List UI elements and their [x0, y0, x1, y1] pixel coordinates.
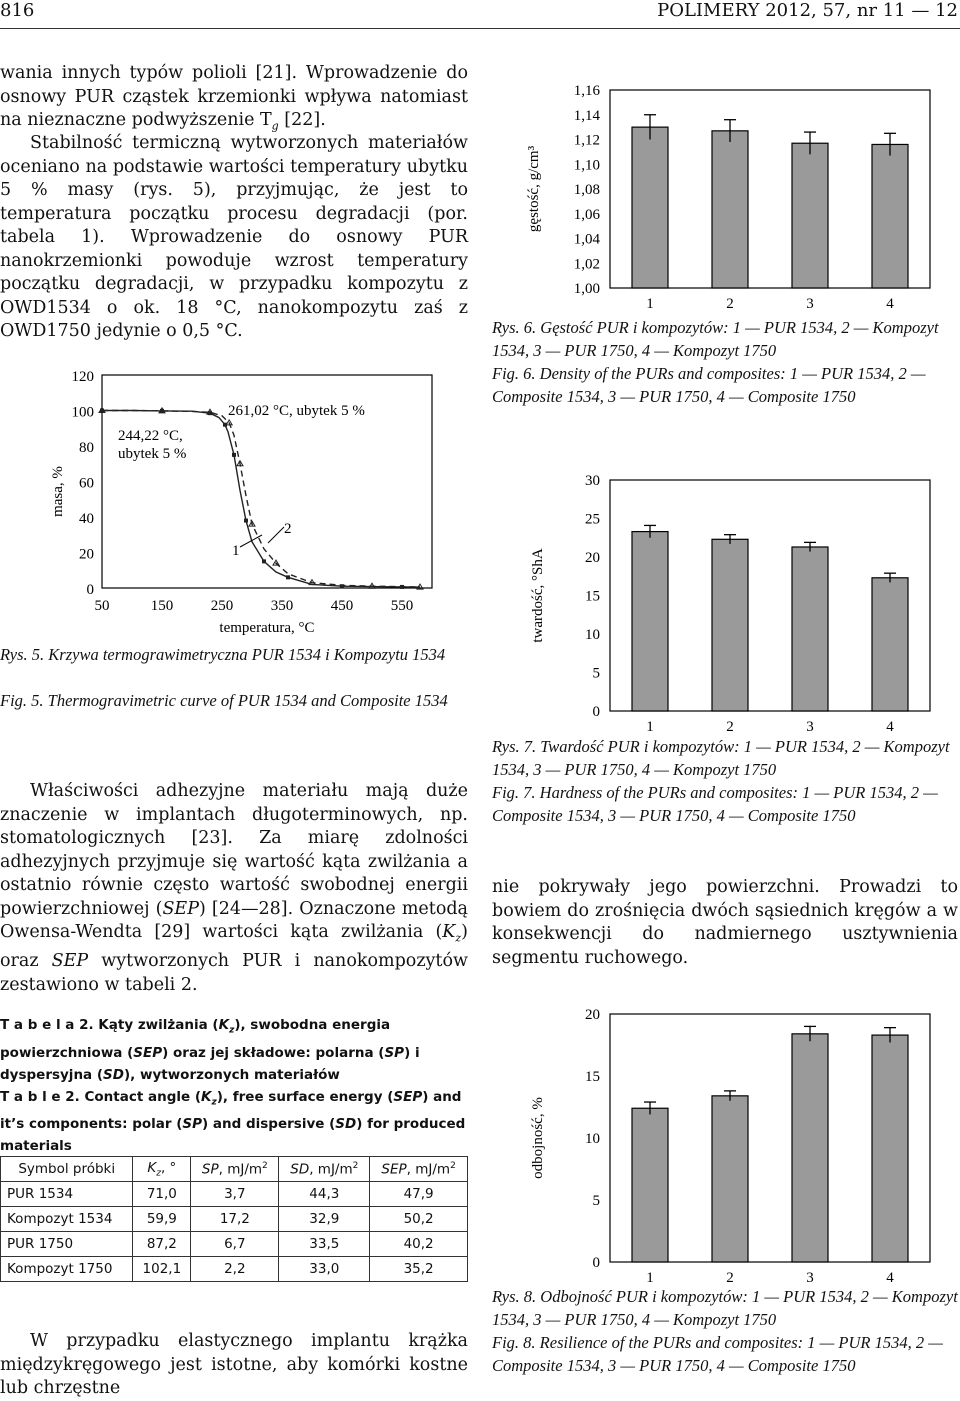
cell-sd: 33,5: [279, 1232, 370, 1257]
leader-2: [268, 527, 284, 543]
marker-square: [244, 519, 248, 523]
y-axis-label: twardość, °ShA: [530, 548, 546, 643]
y-tick-label: 25: [585, 511, 600, 528]
annotation-244-loss: ubytek 5 %: [118, 446, 187, 462]
cell-sp: 6,7: [191, 1232, 279, 1257]
cell-symbol: PUR 1534: [1, 1182, 133, 1207]
marker-square: [286, 575, 290, 579]
col-sep: SEP, $mJ/m^2$: [370, 1157, 468, 1182]
left-paragraph-3: Właściwości adhezyjne materiału mają duże znaczenie w implantach długoterminowych, np. stomatologicznych [23]. Za miarę zdolności adhezyjnych przyjmuje się wartość kąta zwilżania a ostatnio równie często wartość swobodnej energii powierzchniowej (SEP) [24—28]. Oznaczone metodą Owensa-Wendta [29] wartości kąta zwilżania $(K_z)$ oraz SEP wytworzonych PUR i nanokompozytów zestawiono w tabeli 2.: [0, 781, 468, 995]
y-tick-label: 1,04: [573, 231, 600, 248]
y-tick-label: 1,14: [573, 107, 600, 124]
cell-sp: 2,2: [191, 1257, 279, 1282]
x-tick-label: 3: [806, 296, 814, 312]
bar-3: [792, 143, 828, 288]
series-label-2: 2: [284, 521, 292, 537]
marker-square: [232, 453, 236, 457]
table2-header-row: [1, 1157, 468, 1182]
bar-3: [792, 1034, 828, 1262]
cell-sep: 50,2: [370, 1207, 468, 1232]
bar-2: [712, 539, 748, 711]
y-tick-label: 0: [86, 582, 94, 598]
table-row: [1, 1207, 468, 1232]
table2-caption-pl: T a b e l a 2. Kąty zwilżania $(K_z)$, swobodna energia powierzchniowa (SEP) oraz jej składowe: polarna (SP) i dyspersyjna (SD), wytworzonych materiałów: [0, 1017, 420, 1083]
y-tick-label: 1,10: [573, 157, 600, 174]
annotation-244: 244,22 °C,: [118, 428, 183, 444]
x-tick-label: 2: [726, 296, 734, 312]
y-tick-label: 60: [79, 475, 94, 492]
bar-4: [872, 144, 908, 288]
cell-sd: 33,0: [279, 1257, 370, 1282]
x-tick-label: 1: [646, 1270, 654, 1285]
fig5-caption-pl: Rys. 5. Krzywa termograwimetryczna PUR 1534 i Kompozytu 1534: [0, 645, 446, 664]
y-tick-label: 1,16: [573, 83, 600, 99]
x-tick-label: 1: [646, 719, 654, 735]
col-sp: SP, $mJ/m^2$: [191, 1157, 279, 1182]
y-tick-label: 10: [585, 627, 600, 643]
series-label-1: 1: [232, 543, 240, 559]
y-tick-label: 20: [585, 1007, 600, 1023]
cell-symbol: PUR 1750: [1, 1232, 133, 1257]
x-tick-label: 50: [94, 598, 110, 614]
left-paragraph-2: Stabilność termiczną wytworzonych materiałów oceniano na podstawie wartości temperatury ubytku 5 % masy (rys. 5), przyjmując, że jest to temperatura początku procesu degradacji (por. tabela 1). Wprowadzenie do osnowy PUR nanokrzemionki powoduje wzrost temperatury początku degradacji, w przypadku kompozytu z OWD1534 o ok. 18 °C, nanokompozytu zaś z OWD1750 jedynie o 0,5 °C.: [0, 133, 468, 341]
x-tick-label: 4: [886, 296, 894, 312]
y-tick-label: 0: [592, 1255, 600, 1271]
cell-sp: 17,2: [191, 1207, 279, 1232]
x-tick-label: 550: [390, 598, 414, 614]
x-tick-label: 3: [806, 1270, 814, 1285]
bar-4: [872, 578, 908, 711]
x-tick-label: 2: [726, 719, 734, 735]
journal-header: POLIMERY 2012, 57, nr 11 — 12: [657, 0, 958, 21]
marker-square: [262, 559, 266, 563]
fig6-chart: [510, 45, 950, 315]
bar-4: [872, 1035, 908, 1262]
y-tick-label: 20: [79, 546, 94, 563]
cell-sep: 47,9: [370, 1182, 468, 1207]
x-tick-label: 350: [270, 598, 294, 614]
cell-symbol: Kompozyt 1750: [1, 1257, 133, 1282]
table-row: [1, 1232, 468, 1257]
y-tick-label: 40: [79, 511, 94, 527]
y-axis-label: odbojność, %: [530, 1097, 546, 1179]
bar-1: [632, 532, 668, 711]
table-row: [1, 1182, 468, 1207]
cell-symbol: Kompozyt 1534: [1, 1207, 133, 1232]
bar-1: [632, 1108, 668, 1262]
y-tick-label: 80: [79, 440, 94, 456]
y-tick-label: 15: [585, 588, 600, 605]
table2-caption-en: T a b l e 2. Contact angle $(K_z)$, free surface energy (SEP) and it’s components: polar (SP) and dispersive (SD) for produced materials: [0, 1088, 466, 1155]
y-tick-label: 0: [592, 704, 600, 720]
table-row: [1, 1257, 468, 1282]
col-symbol: Symbol próbki: [1, 1157, 133, 1182]
y-axis-label: gęstość, g/cm³: [526, 145, 542, 233]
y-tick-label: 30: [585, 473, 600, 489]
bar-1: [632, 127, 668, 288]
fig6-caption-pl: Rys. 6. Gęstość PUR i kompozytów: 1 — PUR 1534, 2 — Kompozyt 1534, 3 — PUR 1750, 4 — Kompozyt 1750: [492, 318, 939, 360]
cell-sp: 3,7: [191, 1182, 279, 1207]
y-tick-label: 10: [585, 1131, 600, 1147]
bar-2: [712, 131, 748, 288]
x-tick-label: 2: [726, 1270, 734, 1285]
y-tick-label: 5: [592, 665, 600, 682]
x-tick-label: 4: [886, 1270, 894, 1285]
y-tick-label: 1,08: [573, 182, 600, 198]
bar-2: [712, 1096, 748, 1262]
y-tick-label: 20: [585, 550, 600, 566]
fig5-caption-en: Fig. 5. Thermogravimetric curve of PUR 1534 and Composite 1534: [0, 691, 448, 710]
y-tick-label: 1,02: [573, 256, 600, 273]
y-tick-label: 15: [585, 1069, 600, 1085]
fig5-chart: [40, 355, 440, 645]
table2-caption: [0, 1014, 470, 1157]
col-sd: SD, $mJ/m^2$: [279, 1157, 370, 1182]
right-paragraph-1: nie pokrywały jego powierzchni. Prowadzi to bowiem do zrośnięcia dwóch sąsiednich kręgów a w konsekwencji do nadmiernego usztywnienia segmentu ruchowego.: [492, 877, 958, 968]
fig7-caption-pl: Rys. 7. Twardość PUR i kompozytów: 1 — PUR 1534, 2 — Kompozyt 1534, 3 — PUR 1750, 4 — Kompozyt 1750: [492, 737, 950, 779]
x-tick-label: 450: [330, 598, 354, 614]
fig8-caption-en: Fig. 8. Resilience of the PURs and composites: 1 — PUR 1534, 2 — Composite 1534, 3 — PUR 1750, 4 — Composite 1750: [492, 1333, 943, 1375]
bar-3: [792, 547, 828, 711]
cell-kz: 59,9: [133, 1207, 191, 1232]
x-tick-label: 150: [150, 598, 174, 614]
x-axis-label: temperatura, °C: [219, 620, 315, 636]
header-rule: [0, 28, 960, 29]
left-paragraph-4: W przypadku elastycznego implantu krążka międzykręgowego jest istotne, aby komórki kostne lub chrzęstne: [0, 1331, 468, 1398]
fig7-chart: [510, 460, 950, 735]
x-tick-label: 4: [886, 719, 894, 735]
x-tick-label: 1: [646, 296, 654, 312]
cell-sd: 32,9: [279, 1207, 370, 1232]
y-tick-label: 1,00: [573, 281, 600, 297]
left-paragraph-1: wania innych typów polioli [21]. Wprowadzenie do osnowy PUR cząstek krzemionki wpływa natomiast na nieznaczne podwyższenie $T_g$ [22].: [0, 63, 468, 133]
fig7-caption-en: Fig. 7. Hardness of the PURs and composites: 1 — PUR 1534, 2 — Composite 1534, 3 — PUR 1750, 4 — Composite 1750: [492, 783, 938, 825]
y-tick-label: 1,06: [573, 206, 600, 223]
cell-sd: 44,3: [279, 1182, 370, 1207]
page-number: 816: [0, 0, 35, 21]
y-axis-label: masa, %: [50, 466, 66, 517]
x-tick-label: 250: [210, 598, 234, 614]
cell-kz: 102,1: [133, 1257, 191, 1282]
fig8-chart: [510, 1000, 950, 1285]
cell-sep: 40,2: [370, 1232, 468, 1257]
annotation-261: 261,02 °C, ubytek 5 %: [228, 403, 365, 419]
y-tick-label: 120: [71, 369, 94, 385]
fig6-caption-en: Fig. 6. Density of the PURs and composites: 1 — PUR 1534, 2 — Composite 1534, 3 — PUR 1750, 4 — Composite 1750: [492, 364, 926, 406]
cell-kz: 87,2: [133, 1232, 191, 1257]
x-tick-label: 3: [806, 719, 814, 735]
cell-sep: 35,2: [370, 1257, 468, 1282]
cell-kz: 71,0: [133, 1182, 191, 1207]
fig8-caption-pl: Rys. 8. Odbojność PUR i kompozytów: 1 — PUR 1534, 2 — Kompozyt 1534, 3 — PUR 1750, 4 — Kompozyt 1750: [492, 1287, 958, 1329]
table2: [0, 1156, 468, 1282]
y-tick-label: 1,12: [573, 132, 600, 149]
y-tick-label: 5: [592, 1193, 600, 1209]
col-kz: $K_z$, °: [133, 1157, 191, 1182]
y-tick-label: 100: [71, 404, 94, 421]
